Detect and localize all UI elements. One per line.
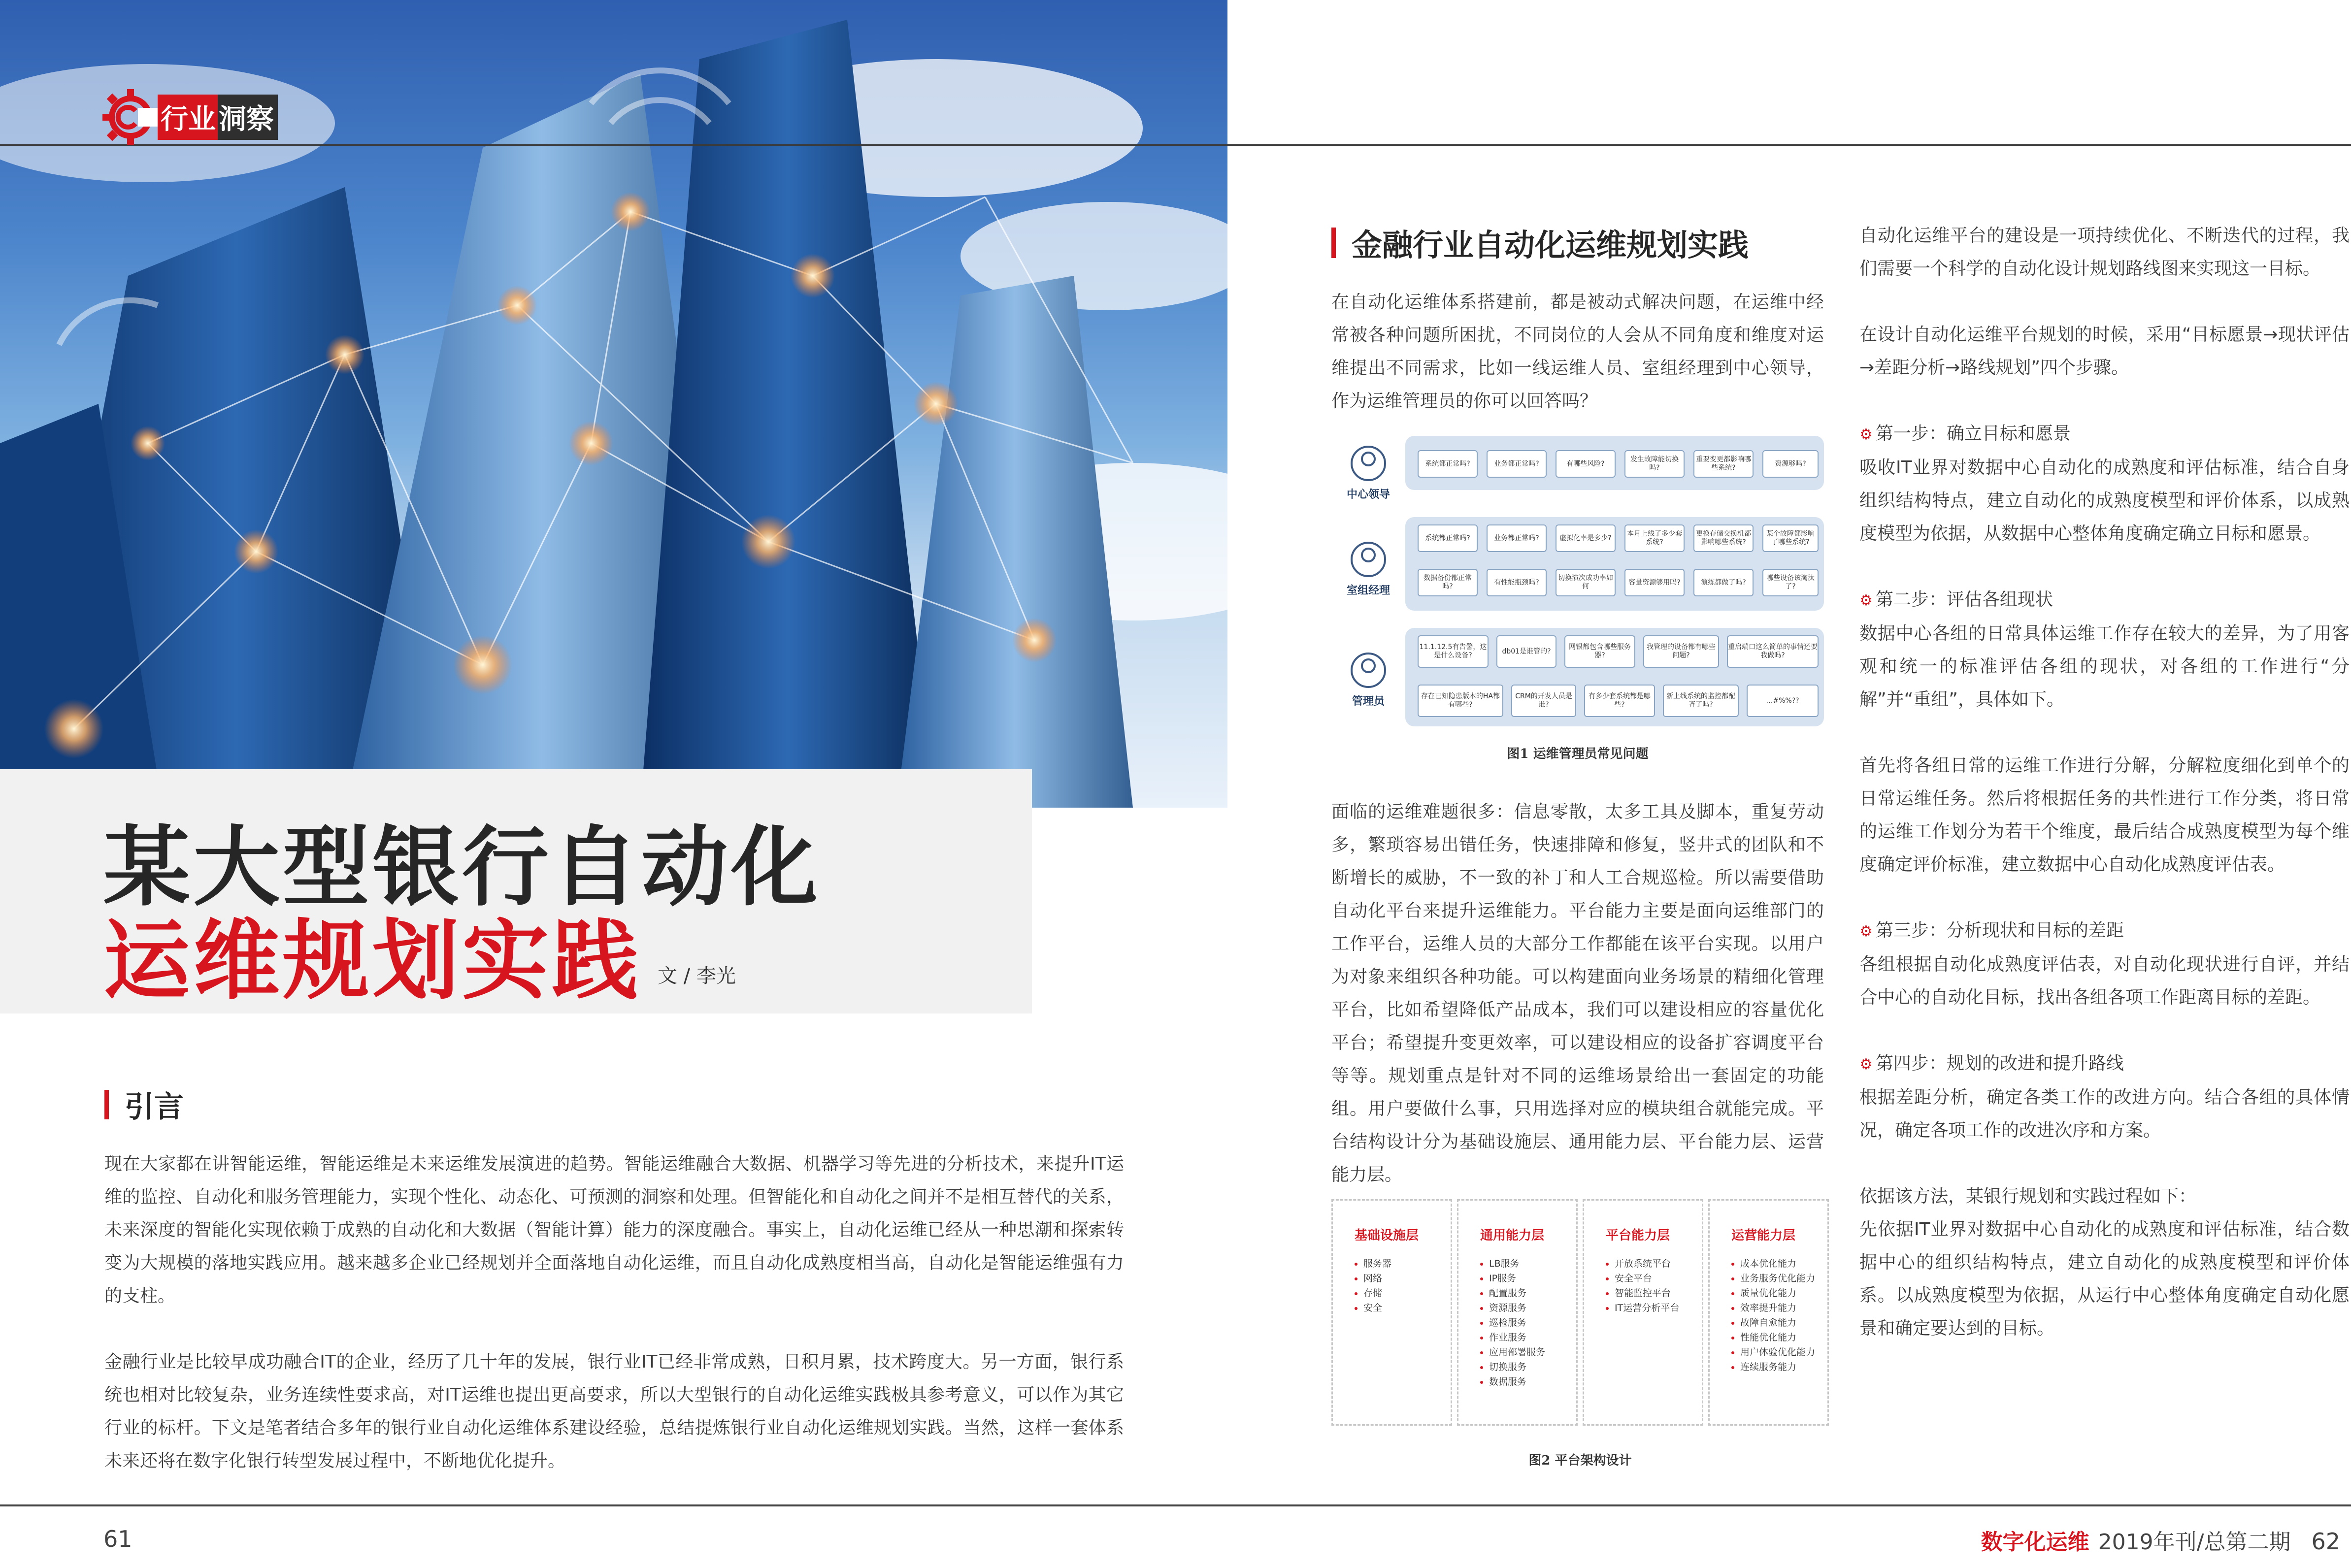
fig1-question: 11.1.12.5有告警，这是什么设备?: [1418, 635, 1489, 668]
fig1-question: 演练都做了吗?: [1693, 569, 1754, 596]
fig1-role-leader: [1331, 446, 1405, 501]
step-title: 第四步：规划的改进和提升路线: [1875, 1053, 2124, 1074]
fig2-layer-title: 平台能力层: [1606, 1228, 1670, 1243]
step-text: 各组根据自动化成熟度评估表，对自动化现状进行自评，并结合中心的自动化目标，找出各组各项工作距离目标的差距。: [1859, 954, 2350, 1008]
fig2-layer-item: • 连续服务能力: [1740, 1360, 1818, 1374]
step-block: [1859, 417, 2350, 550]
fig1-role-label: 室组经理: [1346, 585, 1390, 597]
fig1-question: 系统都正常吗?: [1418, 524, 1478, 552]
footer-right: [1981, 1524, 2340, 1556]
intro-heading: [104, 1083, 184, 1126]
heading-bar: [1331, 228, 1336, 258]
fig2-layer-item: • 数据服务: [1489, 1374, 1566, 1389]
fig2-layer-item: • 作业服务: [1489, 1330, 1566, 1345]
page-number-right: 62: [2311, 1528, 2340, 1555]
gear-icon: ⚙: [1859, 923, 1873, 940]
fig1-question: 存在已知隐患版本的HA都有哪些?: [1418, 685, 1503, 717]
col2-paragraph-2: [1331, 795, 1824, 1191]
fig1-role-admin: [1331, 653, 1405, 708]
fig2-layer-title: 通用能力层: [1480, 1228, 1545, 1243]
figure-1-caption: 图1 运维管理员常见问题: [1507, 747, 1649, 761]
fig2-layer-item: • 服务器: [1363, 1256, 1441, 1271]
section-heading: [1331, 221, 1749, 264]
fig2-layer-item: • 切换服务: [1489, 1360, 1566, 1374]
fig2-layer-item: • 智能监控平台: [1615, 1286, 1692, 1301]
intro-paragraph: 金融行业是比较早成功融合IT的企业，经历了几十年的发展，银行业IT已经非常成熟，日积月累，技术跨度大。另一方面，银行系统也相对比较复杂，业务连续性要求高，对IT运维也提出更高要求，所以大型银行的自动化运维实践极具参考意义，可以作为其它行业的标杆。下文是笔者结合多年的银行业自动化运维体系建设经验，总结提炼银行业自动化运维规划实践。当然，这样一套体系未来还将在数字化银行转型发展过程中，不断地优化提升。: [104, 1352, 1124, 1471]
section-tag-label-2: 洞察: [218, 95, 278, 140]
fig1-question: 业务都正常吗?: [1487, 450, 1547, 478]
fig1-question: 有多少套系统都是哪些?: [1584, 685, 1655, 717]
magazine-name: 数字化运维: [1981, 1530, 2089, 1555]
col2-paragraph-1: [1331, 286, 1824, 418]
fig2-layer-column: [1708, 1199, 1829, 1426]
fig2-layer-column: [1331, 1199, 1452, 1426]
step-title: 第三步：分析现状和目标的差距: [1875, 920, 2124, 941]
paragraph: [1859, 1180, 2350, 1345]
step-block: [1859, 583, 2350, 716]
fig1-question: 业务都正常吗?: [1487, 524, 1547, 552]
paragraph: 在自动化运维体系搭建前，都是被动式解决问题，在运维中经常被各种问题所困扰，不同岗位的人会从不同角度和维度对运维提出不同需求，比如一线运维人员、室组经理到中心领导，作为运维管理员的你可以回答吗？: [1331, 292, 1824, 411]
fig2-layer-item: • 安全平台: [1615, 1271, 1692, 1286]
fig2-layer-item: • LB服务: [1489, 1256, 1566, 1271]
user-icon: [1351, 542, 1386, 577]
paragraph: 首先将各组日常的运维工作进行分解，分解粒度细化到单个的日常运维任务。然后将根据任务的共性进行工作分类，将日常的运维工作划分为若干个维度，最后结合成熟度模型为每个维度确定评价标准，建立数据中心自动化成熟度评估表。: [1859, 755, 2350, 875]
fig2-layer-item: • 开放系统平台: [1615, 1256, 1692, 1271]
figure-2-caption: 图2 平台架构设计: [1528, 1453, 1632, 1468]
footer-rule: [0, 1504, 2351, 1506]
fig1-role-label: 管理员: [1352, 695, 1385, 708]
step-heading: [1859, 583, 2350, 617]
fig1-question: 数据备份都正常吗?: [1418, 569, 1478, 596]
fig2-layer-item: • 巡检服务: [1489, 1315, 1566, 1330]
fig2-layer-item: • 配置服务: [1489, 1286, 1566, 1301]
fig1-role-label: 中心领导: [1346, 489, 1390, 501]
fig1-question: 哪些设备该淘汰了?: [1762, 569, 1819, 596]
gear-icon: [99, 85, 163, 149]
step-title: 第一步：确立目标和愿景: [1875, 424, 2071, 444]
gear-icon: ⚙: [1859, 592, 1873, 609]
byline: 文 / 李光: [658, 965, 736, 987]
step-text: 根据差距分析，确定各类工作的改进方向。结合各组的具体情况，确定各项工作的改进次序和方案。: [1859, 1087, 2350, 1141]
fig1-question: 更换存储交换机都影响哪些系统?: [1693, 524, 1754, 552]
article-title-line-2: 运维规划实践: [103, 910, 642, 1012]
fig2-layer-title: 基础设施层: [1355, 1228, 1419, 1243]
fig2-layer-item: • 网络: [1363, 1271, 1441, 1286]
header-rule: [0, 144, 2351, 146]
fig2-layer-item: • 业务服务优化能力: [1740, 1271, 1818, 1286]
fig2-layer-item: • 资源服务: [1489, 1301, 1566, 1315]
fig1-question: 新上线系统的监控都配齐了吗?: [1663, 685, 1739, 717]
page-number-left: 61: [103, 1526, 132, 1552]
step-block: [1859, 1047, 2350, 1147]
fig2-layer-item: • 故障自愈能力: [1740, 1315, 1818, 1330]
gear-icon: ⚙: [1859, 426, 1873, 443]
figure-1: [1331, 436, 1824, 731]
fig1-question: 系统都正常吗?: [1418, 450, 1478, 478]
section-tag: [99, 83, 278, 152]
section-heading-text: 金融行业自动化运维规划实践: [1352, 227, 1749, 263]
fig2-layer-item: • IT运营分析平台: [1615, 1301, 1692, 1315]
fig2-layer-item: • 质量优化能力: [1740, 1286, 1818, 1301]
fig2-layer-column: [1457, 1199, 1578, 1426]
step-heading: [1859, 1047, 2350, 1081]
fig2-layer-item: • 成本优化能力: [1740, 1256, 1818, 1271]
paragraph: 在设计自动化运维平台规划的时候，采用“目标愿景→现状评估→差距分析→路线规划”四个步骤。: [1859, 325, 2350, 378]
fig2-layer-item: • 存储: [1363, 1286, 1441, 1301]
fig1-question: db01是谁管的?: [1496, 635, 1556, 668]
issue-label: 2019年刊/总第二期: [2098, 1530, 2291, 1555]
fig1-question: 容量资源够用吗?: [1624, 569, 1685, 596]
fig1-question: 本月上线了多少套系统?: [1624, 524, 1685, 552]
user-icon: [1351, 653, 1386, 688]
intro-body: [104, 1147, 1124, 1477]
fig2-layer-item: • 用户体验优化能力: [1740, 1345, 1818, 1360]
step-heading: [1859, 417, 2350, 451]
fig1-question: 切换演次成功率如何: [1556, 569, 1616, 596]
step-text: 数据中心各组的日常具体运维工作存在较大的差异，为了用客观和统一的标准评估各组的现状，对各组的工作进行“分解”并“重组”，具体如下。: [1859, 623, 2350, 710]
fig1-question: 重要变更都影响哪些系统?: [1693, 450, 1754, 478]
heading-bar: [104, 1090, 109, 1119]
fig1-question: 某个故障都影响了哪些系统?: [1762, 524, 1819, 552]
fig1-question: 发生故障能切换吗?: [1624, 450, 1685, 478]
step-heading: [1859, 914, 2350, 948]
col3-body: [1859, 219, 2350, 1345]
paragraph-text: 先依据IT业界对数据中心自动化的成熟度和评估标准，结合数据中心的组织结构特点，建立自动化的成熟度模型和评价体系。以成熟度模型为依据，从运行中心整体角度确定自动化愿景和确定要达到的目标。: [1859, 1219, 2350, 1339]
fig2-layer-item: • 应用部署服务: [1489, 1345, 1566, 1360]
fig1-question: 网银都包含哪些服务器?: [1564, 635, 1635, 668]
section-tag-label-1: 行业: [158, 95, 218, 140]
step-text: 吸收IT业界对数据中心自动化的成熟度和评估标准，结合自身组织结构特点，建立自动化的成熟度模型和评价体系，以成熟度模型为依据，从数据中心整体角度确定确立目标和愿景。: [1859, 457, 2350, 544]
gear-icon: ⚙: [1859, 1056, 1873, 1073]
fig1-role-manager: [1331, 542, 1405, 597]
fig1-question: …#%%??: [1747, 685, 1819, 717]
article-title-line-1: 某大型银行自动化: [103, 816, 821, 918]
fig2-layer-item: • 性能优化能力: [1740, 1330, 1818, 1345]
fig1-question: CRM的开发人员是谁?: [1511, 685, 1576, 717]
fig1-question: 重启端口这么简单的事情还要我做吗?: [1727, 635, 1819, 668]
fig1-question: 有哪些风险?: [1556, 450, 1616, 478]
figure-2: [1331, 1199, 1829, 1426]
step-block: [1859, 914, 2350, 1014]
fig2-layer-column: [1583, 1199, 1703, 1426]
fig2-layer-title: 运营能力层: [1731, 1228, 1796, 1243]
fig1-question: 虚拟化率是多少?: [1556, 524, 1616, 552]
fig2-layer-item: • 效率提升能力: [1740, 1301, 1818, 1315]
user-icon: [1351, 446, 1386, 481]
intro-paragraph: 现在大家都在讲智能运维，智能运维是未来运维发展演进的趋势。智能运维融合大数据、机器学习等先进的分析技术，来提升IT运维的监控、自动化和服务管理能力，实现个性化、动态化、可预测的洞察和处理。但智能化和自动化之间并不是相互替代的关系，未来深度的智能化实现依赖于成熟的自动化和大数据（智能计算）能力的深度融合。事实上，自动化运维已经从一种思潮和探索转变为大规模的落地实践应用。越来越多企业已经规划并全面落地自动化运维，而且自动化成熟度相当高，自动化是智能运维强有力的支柱。: [104, 1154, 1124, 1306]
intro-heading-text: 引言: [125, 1090, 184, 1124]
step-title: 第二步：评估各组现状: [1875, 589, 2053, 610]
title-panel-corner: [980, 769, 1032, 1013]
fig2-layer-item: • IP服务: [1489, 1271, 1566, 1286]
paragraph: 自动化运维平台的建设是一项持续优化、不断迭代的过程，我们需要一个科学的自动化设计规划路线图来实现这一目标。: [1859, 226, 2350, 279]
fig1-question: 有性能瓶颈吗?: [1487, 569, 1547, 596]
fig1-question: 资源够吗?: [1762, 450, 1819, 478]
paragraph-lead: 依据该方法，某银行规划和实践过程如下：: [1859, 1186, 2197, 1207]
fig2-layer-item: • 安全: [1363, 1301, 1441, 1315]
paragraph: 面临的运维难题很多：信息零散，太多工具及脚本，重复劳动多，繁琐容易出错任务，快速排障和修复，竖井式的团队和不断增长的威胁，不一致的补丁和人工合规巡检。所以需要借助自动化平台来提升运维能力。平台能力主要是面向运维部门的工作平台，运维人员的大部分工作都能在该平台实现。以用户为对象来组织各种功能。可以构建面向业务场景的精细化管理平台，比如希望降低产品成本，我们可以建设相应的容量优化平台；希望提升变更效率，可以建设相应的设备扩容调度平台等等。规划重点是针对不同的运维场景给出一套固定的功能组。用户要做什么事，只用选择对应的模块组合就能完成。平台结构设计分为基础设施层、通用能力层、平台能力层、运营能力层。: [1331, 802, 1824, 1185]
fig1-question: 我管理的设备都有哪些问题?: [1643, 635, 1719, 668]
